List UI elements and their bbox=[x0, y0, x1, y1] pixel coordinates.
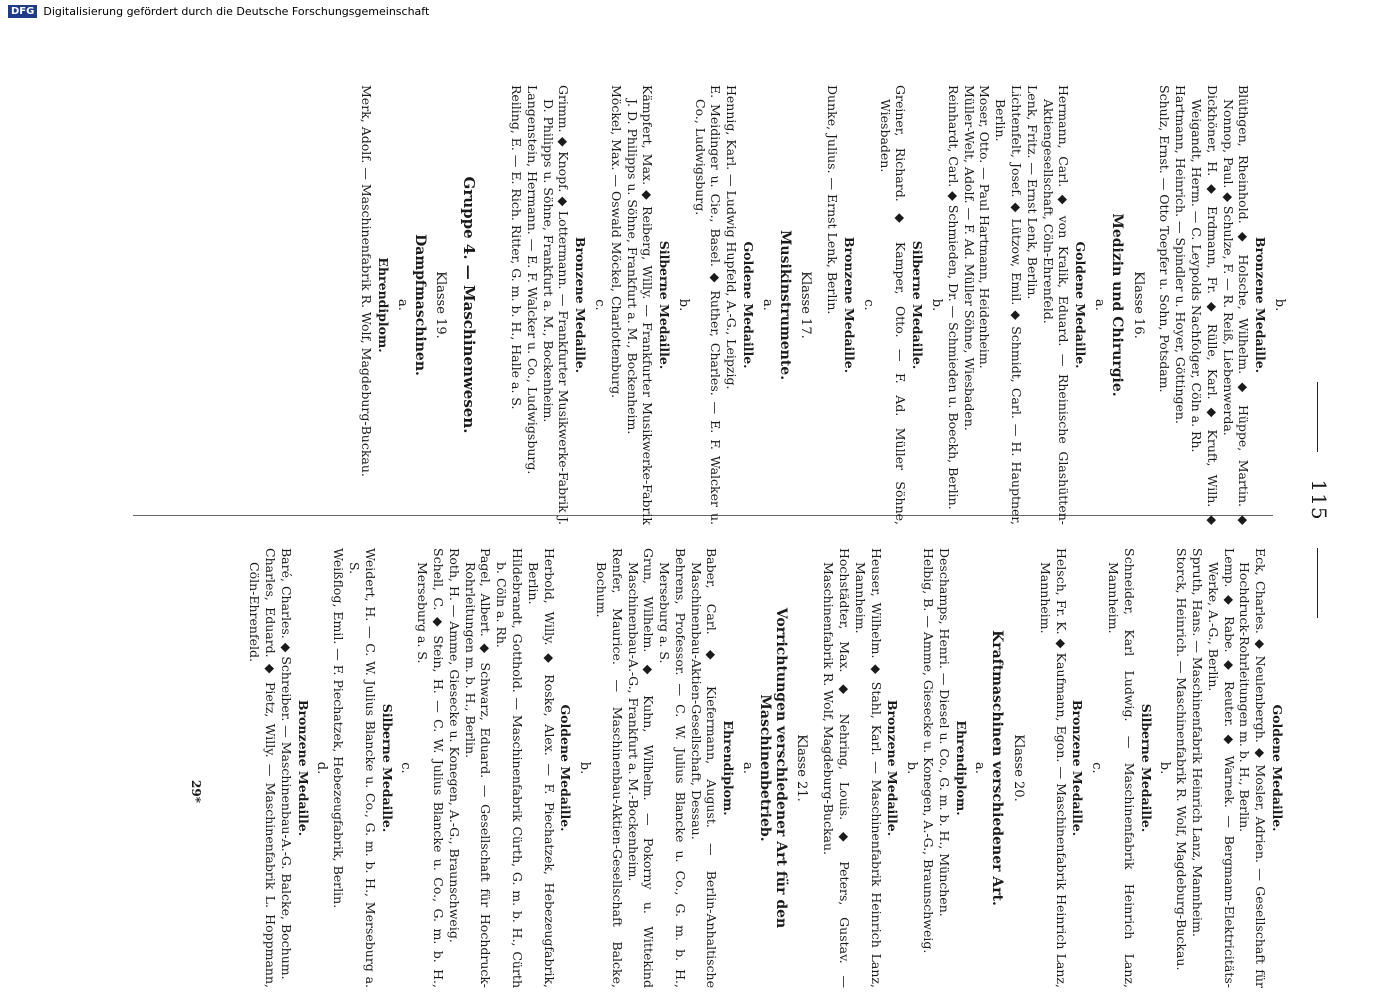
section-heading: Musikinstrumente. bbox=[776, 229, 793, 381]
award-entry: Deschamps, Henri. — Diesel u. Co., G. m. b. H., München. bbox=[936, 548, 952, 917]
award-entry: Schell, C. ◆ Stein, H. — C. W. Julius Blancke u. Co., G. m. b. H., Merseburg a. S. bbox=[415, 548, 446, 988]
subsection-label: a. bbox=[740, 762, 756, 774]
award-entry: Storck, Heinrich. — Maschinenfabrik R. Wolf, Magdeburg-Buckau. bbox=[1174, 548, 1190, 971]
section-heading: Bronzene Medaille. bbox=[573, 236, 589, 374]
page-number-dash-left bbox=[1317, 382, 1318, 452]
award-entry: Hochstädter, Max. ◆ Nehring, Louis. ◆ Peters, Gustav. — Maschinenfabrik R. Wolf, Magdeburg-Buckau. bbox=[821, 548, 853, 988]
spacer bbox=[1147, 85, 1157, 525]
subsection-label: c. bbox=[398, 762, 414, 774]
subsection-label: Klasse 16. bbox=[1130, 271, 1146, 339]
award-entry: Schneider, Karl Ludwig. — Maschinenfabrik Heinrich Lanz, Mannheim. bbox=[1106, 548, 1137, 988]
subsection-label: c. bbox=[860, 299, 876, 311]
award-entry: Hildebrandt, Gotthold. — Maschinenfabrik Cürth, G. m. b. H., Cürth b. Cöln a. Rh. bbox=[494, 548, 525, 988]
section-heading: Dampfmaschinen. bbox=[411, 234, 428, 376]
spacer bbox=[814, 85, 824, 525]
award-entry: Reiling, E. — E. Rich. Ritter, G. m. b. H., Halle a. S. bbox=[508, 85, 524, 410]
footer-text: Digitalisierung gefördert durch die Deutsche Forschungsgemeinschaft bbox=[43, 4, 430, 18]
award-entry: Blüthgen, Rheinhold. ◆ Holsche, Wilhelm. ◆ Hüppe, Martin. ◆ Nonnop, Paul. ◆ Schulze, F. — R. Reiß, Liebenwerda. bbox=[1220, 85, 1252, 525]
award-entry: Herbold, Willy. ◆ Roske, Alex. — F. Piechatzek, Hebezeugfabrik, Berlin. bbox=[525, 548, 557, 988]
award-entry: Kämpfert, Max. ◆ Reiberg, Willy. — Frankfurter Musikwerke-Fabrik J. D. Philipps u. Söhne, Frankfurt a. M., Bockenheim. bbox=[624, 85, 656, 525]
award-entry: Greiner, Richard. ◆ Kamper, Otto. — F. Ad. Müller Söhne, Wiesbaden. bbox=[877, 85, 909, 525]
subsection-label: Klasse 20. bbox=[1011, 734, 1027, 802]
section-heading: Ehrendiplom. bbox=[721, 720, 737, 816]
award-entry: Weidert, H. — C. W. Julius Blancke u. Co., G. m. b. H., Merseburg a. S. bbox=[346, 548, 378, 988]
page-number-text: 115 bbox=[1307, 479, 1331, 521]
section-heading: Goldene Medaille. bbox=[741, 241, 757, 369]
award-entry: Grimm. ◆ Knopf. ◆ Lottermann. — Frankfurter Musikwerke-Fabrik J. D. Philipps u. Söhne, Frankfurt a. M., Bockenheim. bbox=[540, 85, 572, 525]
award-entry: Moser, Otto. — Paul Hartmann, Heidenheim. bbox=[977, 85, 993, 369]
award-entry: Charles, Eduard. ◆ Pietz, Willy. — Maschinenfabrik L. Hoppmann, Cöln-Ehrenfeld. bbox=[247, 548, 278, 988]
section-heading: Gruppe 4. — Maschinenwesen. bbox=[460, 176, 479, 434]
award-entry: E. Meidinger u. Cie., Basel. ◆ Ruther, Charles. — E. F. Walcker u. Co., Ludwigsburg. bbox=[692, 85, 724, 525]
subsection-label: d. bbox=[314, 761, 330, 775]
spacer bbox=[1027, 548, 1037, 988]
award-entry: Lichtenfelt, Josef. ◆ Lützow, Emil. ◆ Schmidt, Carl. — H. Hauptner, Berlin. bbox=[993, 85, 1025, 525]
subsection-label: a. bbox=[972, 762, 988, 774]
award-entry: Baber, Carl. ◆ Kiefermann, August. — Berlin-Anhaltische Maschinenbau-Aktien-Gesellschaft, Dessau. bbox=[688, 548, 720, 988]
section-heading: Bronzene Medaille. bbox=[842, 236, 858, 374]
page-number bbox=[1307, 0, 1331, 1000]
digitization-footer bbox=[0, 0, 1000, 23]
award-entry: Lenk, Fritz. — Ernst Lenk, Berlin. bbox=[1024, 85, 1040, 300]
subsection-label: Klasse 19. bbox=[433, 271, 449, 339]
section-heading: Silberne Medaille. bbox=[657, 240, 673, 370]
section-heading: Vorrichtungen verschiedener Art für den Maschinenbetrieb. bbox=[756, 607, 789, 929]
award-entry: Hennig, Karl. — Ludwig Hupfeld, A.-G., Leipzig. bbox=[724, 85, 740, 390]
award-entry: Helsch, Fr. K. ◆ Kaufmann, Egon. — Maschinenfabrik Heinrich Lanz, Mannheim. bbox=[1037, 548, 1069, 988]
subsection-label: Klasse 17. bbox=[798, 271, 814, 339]
section-heading: Bronzene Medaille. bbox=[885, 699, 901, 837]
award-entry: Behrens, Professor. — C. W. Julius Blancke u. Co., G. m. b. H., Merseburg a. S. bbox=[657, 548, 688, 988]
section-heading: Bronzene Medaille. bbox=[295, 699, 311, 837]
award-entry: Merk, Adolf. — Maschinenfabrik R. Wolf, Magdeburg-Buckau. bbox=[359, 85, 375, 477]
award-entry: Hartmann, Heinrich. — Spindler u. Hoyer, Göttingen. bbox=[1173, 85, 1189, 424]
signature-mark: 29* bbox=[189, 780, 203, 803]
award-entry: Möckel, Max. — Oswald Möckel, Charlottenburg. bbox=[608, 85, 624, 399]
spacer bbox=[810, 548, 820, 988]
section-heading: Medizin und Chirurgie. bbox=[1108, 213, 1125, 397]
subsection-label: Klasse 21. bbox=[794, 734, 810, 802]
page-number-dash-right bbox=[1317, 548, 1318, 618]
award-entry: Spruth, Hans. — Maschinenfabrik Heinrich Lanz, Mannheim. bbox=[1190, 548, 1206, 937]
section-heading: Silberne Medaille. bbox=[910, 240, 926, 370]
award-entry: Reinhardt, Carl. ◆ Schmieden, Dr. — Schmieden u. Boeckh, Berlin. bbox=[945, 85, 961, 510]
section-heading: Silberne Medaille. bbox=[379, 703, 395, 833]
section-heading: Bronzene Medaille. bbox=[1253, 236, 1269, 374]
spacer bbox=[486, 85, 508, 525]
award-entry: Langenstein, Hermann. — E. F. Walcker u. Co., Ludwigsburg. bbox=[524, 85, 540, 475]
section-heading: Goldene Medaille. bbox=[1073, 241, 1089, 369]
section-heading: Goldene Medaille. bbox=[558, 704, 574, 832]
section-heading: Silberne Medaille. bbox=[1138, 703, 1154, 833]
subsection-label: a. bbox=[759, 299, 775, 311]
award-entry: Schulz, Ernst. — Otto Toepfer u. Sohn, Potsdam. bbox=[1157, 85, 1173, 393]
award-entry: Grun, Wilhelm. ◆ Kuhn, Wilhelm. — Pokorny u. Wittekind Maschinenbau-A.-G., Frankfurt a. M.-Bockenheim. bbox=[625, 548, 657, 988]
award-entry: Dunke, Julius. — Ernst Lenk, Berlin. bbox=[825, 85, 841, 315]
award-entry: Lemp. ◆ Rabe. ◆ Reuter. ◆ Warnek. — Bergmann-Elektricitäts-Werke, A.-G., Berlin. bbox=[1205, 548, 1237, 988]
award-entry: Eck, Charles. ◆ Neulenbergh. ◆ Mosler, Adrien. — Gesellschaft für Hochdruck-Rohrleitungen m. b. H., Berlin. bbox=[1237, 548, 1269, 988]
subsection-label: b. bbox=[577, 761, 593, 775]
subsection-label: b. bbox=[904, 761, 920, 775]
section-heading: Ehrendiplom. bbox=[375, 257, 391, 353]
subsection-label: b. bbox=[1272, 298, 1287, 312]
subsection-label: b. bbox=[929, 298, 945, 312]
dfg-logo-icon: DFG bbox=[8, 5, 37, 18]
subsection-label: a. bbox=[394, 299, 410, 311]
award-entry: Pagel, Albert. ◆ Schwarz, Eduard. — Gesellschaft für Hochdruck-Rohrleitungen m. b. H., Berlin. bbox=[462, 548, 494, 988]
left-column bbox=[358, 85, 1288, 525]
section-heading: Goldene Medaille. bbox=[1270, 704, 1285, 832]
section-heading: Ehrendiplom. bbox=[953, 720, 969, 816]
award-entry: Baré, Charles. ◆ Schreiber. — Maschinenbau-A.-G. Balcke, Bochum. bbox=[278, 548, 294, 980]
award-entry: Hermann, Carl. ◆ von Kralik, Eduard. — Rheinische Glashütten-Aktiengesellschaft, Cöln-Ehrenfeld. bbox=[1040, 85, 1072, 525]
spacer bbox=[449, 85, 459, 525]
subsection-label: b. bbox=[1157, 761, 1173, 775]
award-entry: Heuser, Wilhelm. ◆ Stahl, Karl. — Maschinenfabrik Heinrich Lanz, Mannheim. bbox=[852, 548, 884, 988]
subsection-label: c. bbox=[1089, 762, 1105, 774]
award-entry: Dickhöner, H. ◆ Erdmann, Fr. ◆ Rülle, Karl. ◆ Kruft, Wilh. ◆ Weigandt, Herm. — C. Leypolds Nachfolger, Cöln a. Rh. bbox=[1189, 85, 1220, 525]
award-entry: Renfer, Maurice. — Maschinenbau-Aktien-Gesellschaft Balcke, Bochum. bbox=[593, 548, 625, 988]
award-entry: Weißflog, Emil. — F. Piechatzek, Hebezeugfabrik, Berlin. bbox=[331, 548, 347, 909]
right-column bbox=[246, 548, 1288, 988]
section-heading: Kraftmaschinen verschiedener Art. bbox=[989, 630, 1006, 906]
section-heading: Bronzene Medaille. bbox=[1070, 699, 1086, 837]
award-entry: Helbig, B. — Amme, Giesecke u. Konegen, A.-G., Braunschweig. bbox=[921, 548, 937, 954]
subsection-label: c. bbox=[591, 299, 607, 311]
subsection-label: b. bbox=[675, 298, 691, 312]
award-entry: Roth, H. — Amme, Giesecke u. Konegen, A.-G., Braunschweig. bbox=[446, 548, 462, 943]
subsection-label: a. bbox=[1092, 299, 1108, 311]
award-entry: Müller-Welt, Adolf. — F. Ad. Müller Söhne, Wiesbaden. bbox=[961, 85, 977, 431]
